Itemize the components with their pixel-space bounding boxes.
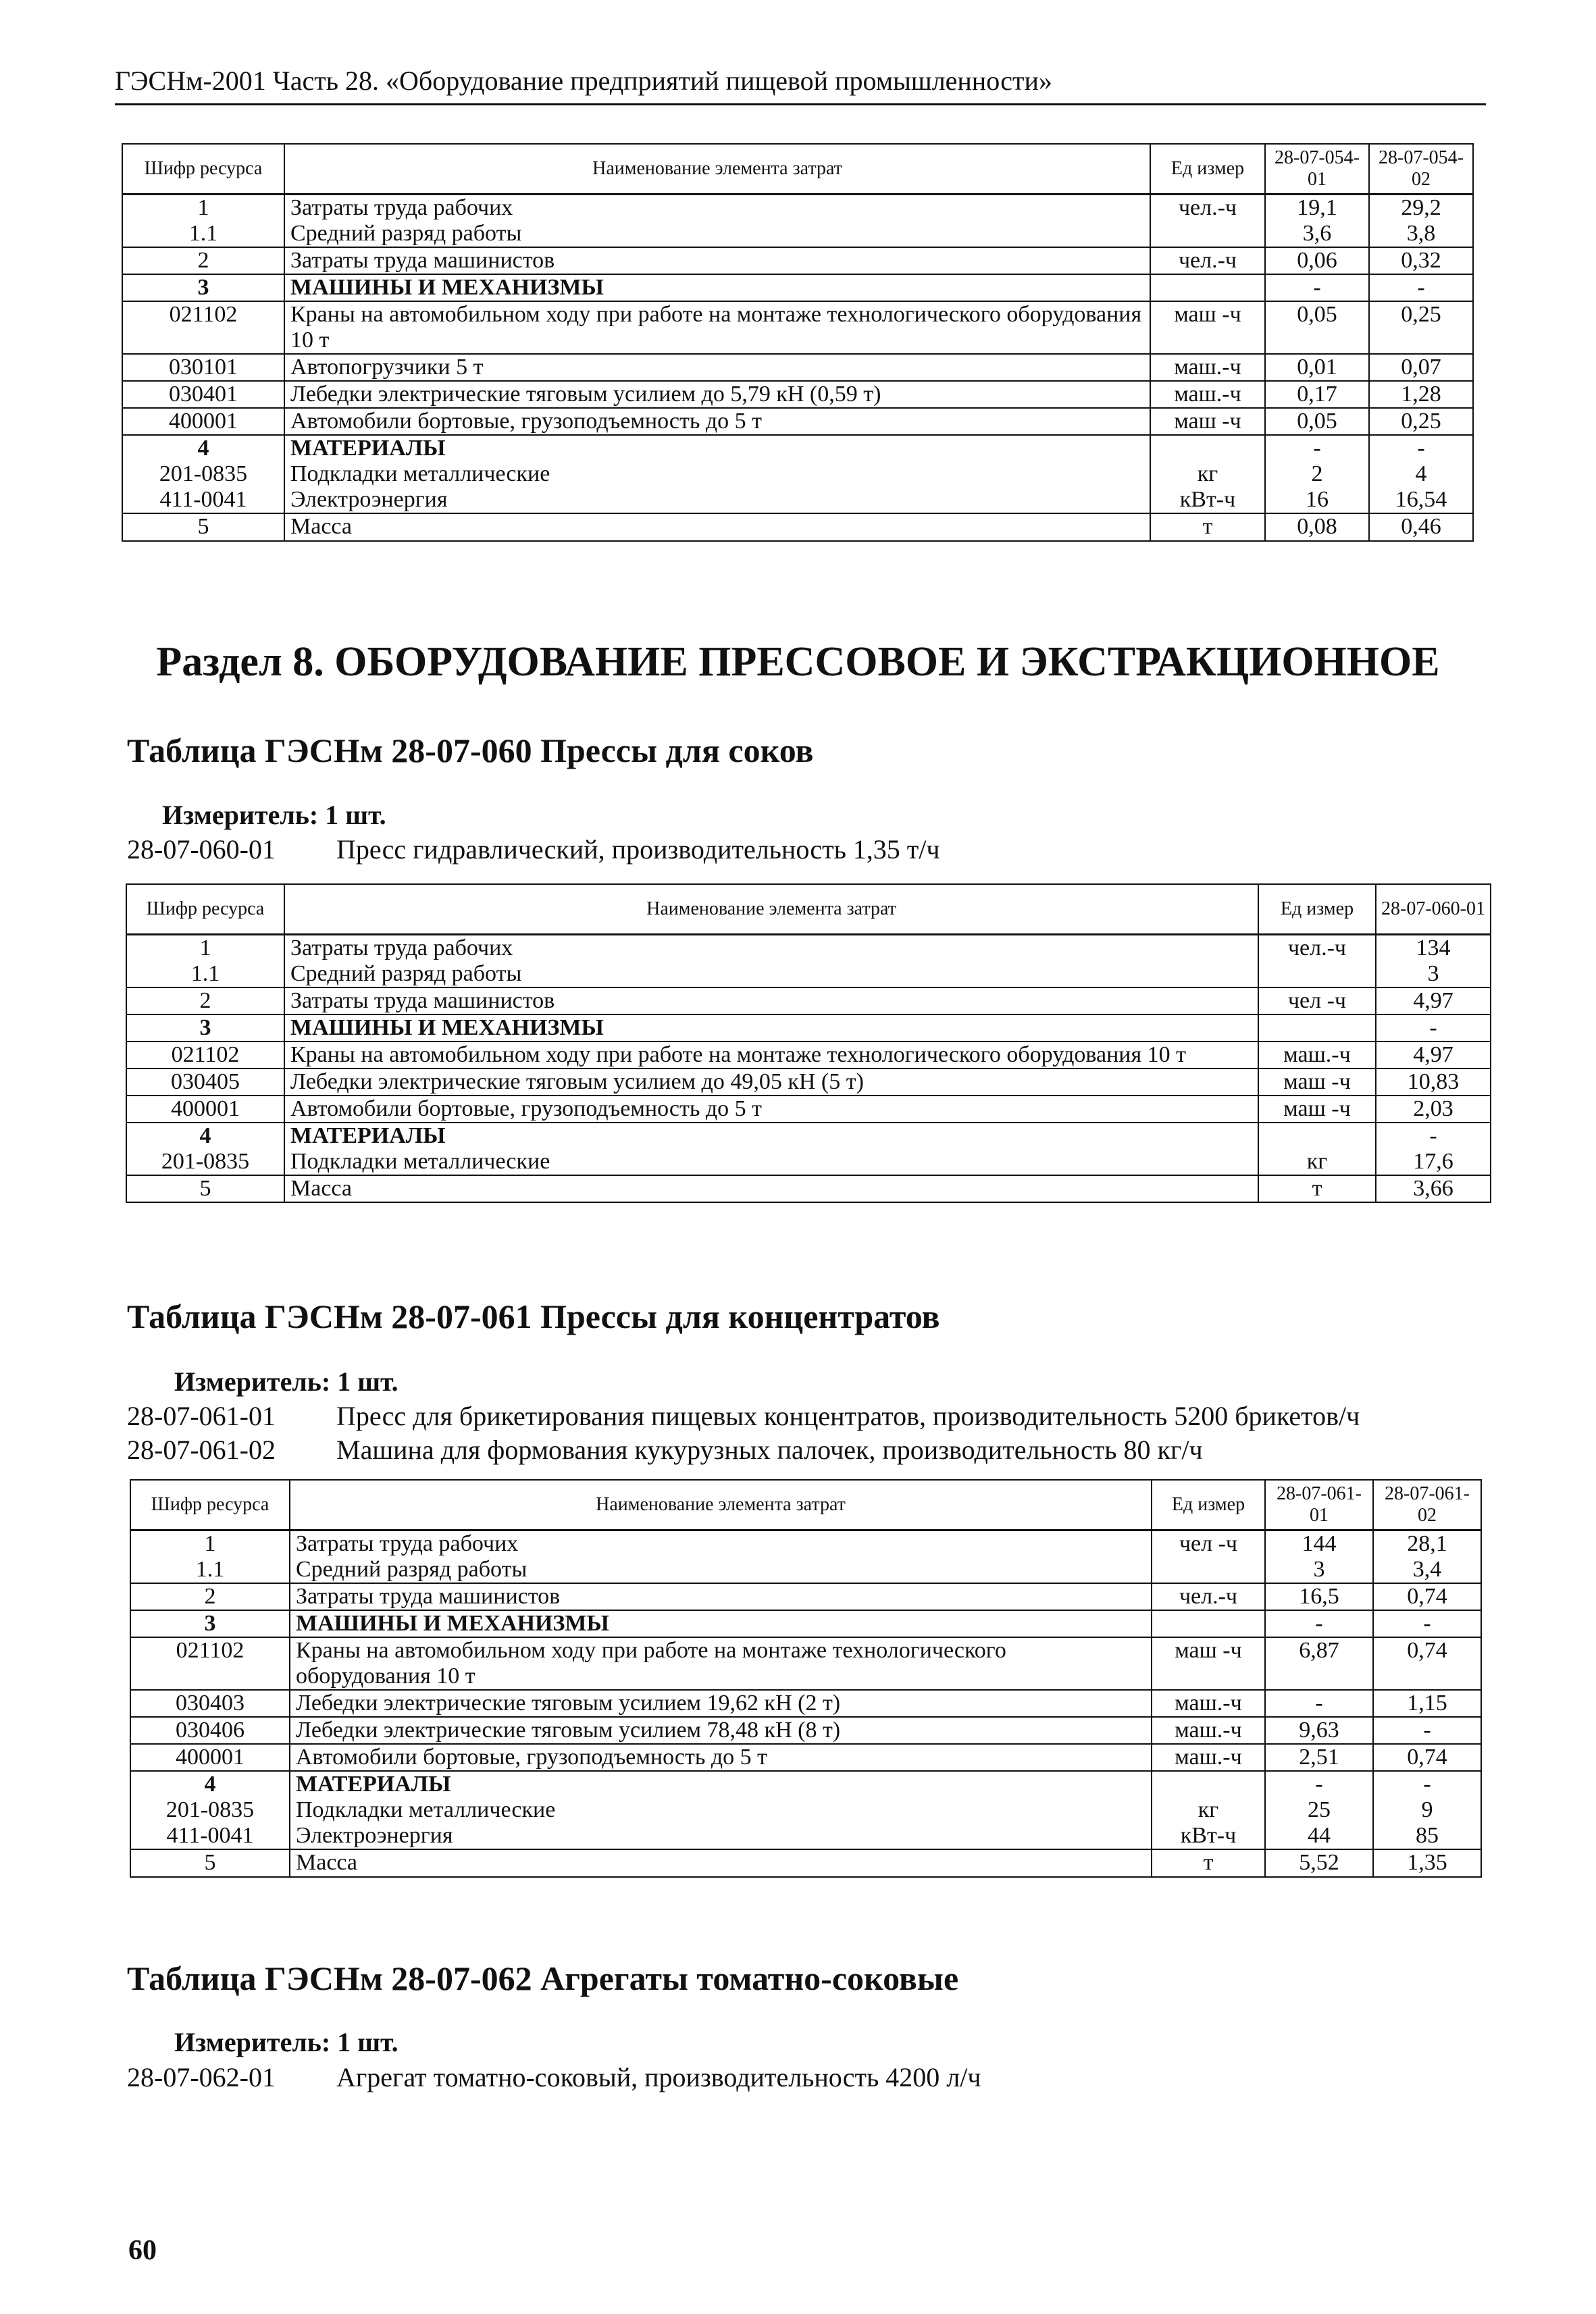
cost-element-cell: Затраты труда машинистов (290, 1583, 1152, 1610)
value-cell: 17,6 (1376, 1149, 1491, 1175)
value-cell: - (1265, 1690, 1373, 1717)
resource-code-cell: 5 (126, 1175, 284, 1202)
cost-element-cell: Краны на автомобильном ходу при работе на монтаже технологического оборудования 10 т (290, 1637, 1152, 1690)
header-position-061-02: 28-07-061-02 (1373, 1480, 1481, 1530)
resource-code-cell: 030101 (122, 354, 284, 381)
table-header-row (122, 144, 1473, 194)
header-unit: Ед измер (1258, 884, 1376, 934)
meter-value: 1 шт. (337, 1366, 398, 1397)
resource-code-cell: 201-0835 (126, 1149, 284, 1175)
resource-code-cell: 400001 (126, 1096, 284, 1123)
value-cell: - (1376, 1123, 1491, 1149)
unit-cell (1258, 1123, 1376, 1149)
cost-element-cell: МАШИНЫ И МЕХАНИЗМЫ (290, 1610, 1152, 1637)
unit-cell: маш.-ч (1152, 1690, 1265, 1717)
value-cell: - (1376, 1014, 1491, 1042)
position-text: Пресс гидравлический, производительность 1,35 т/ч (336, 834, 940, 865)
position-line (127, 1434, 1203, 1466)
header-resource-code: Шифр ресурса (130, 1480, 290, 1530)
resource-code-cell: 2 (130, 1583, 290, 1610)
unit-cell: маш -ч (1150, 408, 1265, 435)
value-cell: 1,15 (1373, 1690, 1481, 1717)
table-row (130, 1744, 1481, 1771)
table-row (130, 1610, 1481, 1637)
resource-code-cell: 1 (126, 934, 284, 961)
table-row (122, 408, 1473, 435)
section-title: Раздел 8. ОБОРУДОВАНИЕ ПРЕССОВОЕ И ЭКСТРАКЦИОННОЕ (156, 639, 1440, 685)
header-cost-element: Наименование элемента затрат (284, 884, 1258, 934)
unit-cell: чел -ч (1258, 987, 1376, 1014)
resource-code-cell: 5 (130, 1849, 290, 1876)
table-row (130, 1637, 1481, 1690)
table-row (130, 1823, 1481, 1849)
unit-cell (1258, 1014, 1376, 1042)
resource-code-cell: 201-0835 (122, 461, 284, 487)
unit-cell (1150, 274, 1265, 301)
position-text: Агрегат томатно-соковый, производительность 4200 л/ч (336, 2062, 981, 2092)
value-cell: 3,6 (1265, 221, 1369, 247)
value-cell: 2 (1265, 461, 1369, 487)
table-row (130, 1583, 1481, 1610)
value-cell: 0,01 (1265, 354, 1369, 381)
value-cell: 144 (1265, 1530, 1373, 1557)
value-cell: 0,74 (1373, 1637, 1481, 1690)
unit-cell: маш -ч (1150, 301, 1265, 354)
value-cell: - (1265, 1610, 1373, 1637)
cost-element-cell: Электроэнергия (284, 487, 1150, 513)
value-cell: - (1373, 1717, 1481, 1744)
value-cell: - (1373, 1771, 1481, 1797)
table-row (122, 461, 1473, 487)
resource-code-cell: 400001 (122, 408, 284, 435)
resource-code-cell: 411-0041 (130, 1823, 290, 1849)
cost-element-cell: Электроэнергия (290, 1823, 1152, 1849)
position-code: 28-07-061-02 (127, 1435, 276, 1465)
table-row (126, 987, 1491, 1014)
meter-value: 1 шт. (325, 800, 386, 830)
resource-code-cell: 2 (122, 247, 284, 274)
unit-cell: чел.-ч (1152, 1583, 1265, 1610)
value-cell: 19,1 (1265, 194, 1369, 221)
header-cost-element: Наименование элемента затрат (284, 144, 1150, 194)
value-cell: 3 (1376, 961, 1491, 987)
unit-cell (1152, 1771, 1265, 1797)
position-code: 28-07-061-01 (127, 1401, 276, 1431)
value-cell: - (1373, 1610, 1481, 1637)
header-resource-code: Шифр ресурса (126, 884, 284, 934)
value-cell: 1,28 (1369, 381, 1473, 408)
value-cell: - (1369, 435, 1473, 461)
unit-cell (1258, 961, 1376, 987)
unit-cell: маш.-ч (1258, 1042, 1376, 1069)
position-line (127, 1400, 1360, 1432)
header-position-060-01: 28-07-060-01 (1376, 884, 1491, 934)
table-row (122, 194, 1473, 221)
value-cell: 2,51 (1265, 1744, 1373, 1771)
meter-060 (162, 799, 386, 831)
resource-code-cell: 2 (126, 987, 284, 1014)
unit-cell: чел.-ч (1150, 247, 1265, 274)
meter-062 (174, 2026, 398, 2058)
value-cell: 9,63 (1265, 1717, 1373, 1744)
resource-code-cell: 201-0835 (130, 1797, 290, 1823)
unit-cell: чел.-ч (1258, 934, 1376, 961)
resource-code-cell: 1.1 (130, 1557, 290, 1583)
unit-cell: кВт-ч (1152, 1823, 1265, 1849)
cost-element-cell: Затраты труда рабочих (290, 1530, 1152, 1557)
table-row (122, 274, 1473, 301)
value-cell: 16,5 (1265, 1583, 1373, 1610)
unit-cell: т (1150, 513, 1265, 540)
unit-cell: маш -ч (1258, 1096, 1376, 1123)
resource-code-cell: 400001 (130, 1744, 290, 1771)
meter-label: Измеритель: (162, 800, 319, 830)
value-cell: 29,2 (1369, 194, 1473, 221)
value-cell: 5,52 (1265, 1849, 1373, 1876)
cost-element-cell: Затраты труда машинистов (284, 247, 1150, 274)
table-row (126, 1069, 1491, 1096)
resource-code-cell: 021102 (126, 1042, 284, 1069)
cost-element-cell: Автомобили бортовые, грузоподъемность до 5 т (284, 408, 1150, 435)
running-header: ГЭСНм-2001 Часть 28. «Оборудование предприятий пищевой промышленности» (115, 65, 1486, 105)
value-cell: - (1369, 274, 1473, 301)
resource-code-cell: 021102 (122, 301, 284, 354)
table-header-row (130, 1480, 1481, 1530)
unit-cell (1150, 435, 1265, 461)
resource-code-cell: 1 (130, 1530, 290, 1557)
resource-code-cell: 1.1 (122, 221, 284, 247)
table-title-062: Таблица ГЭСНм 28-07-062 Агрегаты томатно-соковые (127, 1959, 959, 1997)
value-cell: 3,8 (1369, 221, 1473, 247)
header-unit: Ед измер (1152, 1480, 1265, 1530)
cost-element-cell: МАШИНЫ И МЕХАНИЗМЫ (284, 1014, 1258, 1042)
unit-cell: кВт-ч (1150, 487, 1265, 513)
table-header-row (126, 884, 1491, 934)
table-row (130, 1771, 1481, 1797)
cost-element-cell: МАТЕРИАЛЫ (290, 1771, 1152, 1797)
value-cell: 0,25 (1369, 408, 1473, 435)
table-row (130, 1717, 1481, 1744)
table-row (122, 513, 1473, 540)
cost-element-cell: Масса (284, 513, 1150, 540)
resource-code-cell: 030406 (130, 1717, 290, 1744)
cost-element-cell: Затраты труда рабочих (284, 934, 1258, 961)
header-cost-element: Наименование элемента затрат (290, 1480, 1152, 1530)
cost-element-cell: МАШИНЫ И МЕХАНИЗМЫ (284, 274, 1150, 301)
unit-cell: маш.-ч (1150, 381, 1265, 408)
cost-element-cell: Автомобили бортовые, грузоподъемность до 5 т (290, 1744, 1152, 1771)
value-cell: 4,97 (1376, 987, 1491, 1014)
value-cell: 0,74 (1373, 1744, 1481, 1771)
value-cell: 16,54 (1369, 487, 1473, 513)
resource-code-cell: 030401 (122, 381, 284, 408)
value-cell: 10,83 (1376, 1069, 1491, 1096)
value-cell: 25 (1265, 1797, 1373, 1823)
cost-element-cell: Автопогрузчики 5 т (284, 354, 1150, 381)
header-resource-code: Шифр ресурса (122, 144, 284, 194)
unit-cell: маш -ч (1258, 1069, 1376, 1096)
cost-element-cell: Средний разряд работы (284, 961, 1258, 987)
position-line (127, 2061, 981, 2093)
meter-value: 1 шт. (337, 2027, 398, 2057)
unit-cell: маш.-ч (1152, 1744, 1265, 1771)
resource-code-cell: 030405 (126, 1069, 284, 1096)
cost-element-cell: Подкладки металлические (290, 1797, 1152, 1823)
unit-cell: кг (1152, 1797, 1265, 1823)
resource-code-cell: 411-0041 (122, 487, 284, 513)
cost-element-cell: Лебедки электрические тяговым усилием до 5,79 кН (0,59 т) (284, 381, 1150, 408)
meter-label: Измеритель: (174, 2027, 331, 2057)
cost-element-cell: Лебедки электрические тяговым усилием до 49,05 кН (5 т) (284, 1069, 1258, 1096)
value-cell: - (1265, 274, 1369, 301)
header-unit: Ед измер (1150, 144, 1265, 194)
table-row (122, 354, 1473, 381)
cost-element-cell: Лебедки электрические тяговым усилием 19,62 кН (2 т) (290, 1690, 1152, 1717)
cost-element-cell: Лебедки электрические тяговым усилием 78,48 кН (8 т) (290, 1717, 1152, 1744)
norm-table-060 (126, 883, 1491, 1203)
value-cell: 4,97 (1376, 1042, 1491, 1069)
table-row (122, 247, 1473, 274)
cost-element-cell: Средний разряд работы (290, 1557, 1152, 1583)
value-cell: 0,74 (1373, 1583, 1481, 1610)
value-cell: 0,05 (1265, 408, 1369, 435)
resource-code-cell: 1.1 (126, 961, 284, 987)
norm-table-054 (122, 143, 1474, 542)
value-cell: - (1265, 1771, 1373, 1797)
value-cell: 9 (1373, 1797, 1481, 1823)
table-row (126, 1096, 1491, 1123)
cost-element-cell: Подкладки металлические (284, 461, 1150, 487)
resource-code-cell: 1 (122, 194, 284, 221)
unit-cell: маш.-ч (1152, 1717, 1265, 1744)
table-row (122, 381, 1473, 408)
value-cell: 16 (1265, 487, 1369, 513)
value-cell: - (1265, 435, 1369, 461)
position-text: Пресс для брикетирования пищевых концентратов, производительность 5200 брикетов/ч (336, 1401, 1360, 1431)
unit-cell: маш.-ч (1150, 354, 1265, 381)
cost-element-cell: Масса (290, 1849, 1152, 1876)
table-row (122, 435, 1473, 461)
resource-code-cell: 3 (130, 1610, 290, 1637)
resource-code-cell: 3 (122, 274, 284, 301)
unit-cell: кг (1258, 1149, 1376, 1175)
value-cell: 0,17 (1265, 381, 1369, 408)
table-row (126, 1014, 1491, 1042)
unit-cell (1152, 1610, 1265, 1637)
value-cell: 3,66 (1376, 1175, 1491, 1202)
table-title-061: Таблица ГЭСНм 28-07-061 Прессы для концентратов (127, 1297, 940, 1335)
header-position-054-01: 28-07-054-01 (1265, 144, 1369, 194)
value-cell: 0,08 (1265, 513, 1369, 540)
value-cell: 1,35 (1373, 1849, 1481, 1876)
value-cell: 44 (1265, 1823, 1373, 1849)
table-row (126, 1123, 1491, 1149)
page-number: 60 (128, 2235, 157, 2266)
unit-cell (1150, 221, 1265, 247)
value-cell: 2,03 (1376, 1096, 1491, 1123)
unit-cell: кг (1150, 461, 1265, 487)
table-row (130, 1797, 1481, 1823)
norm-table-061 (130, 1479, 1482, 1878)
resource-code-cell: 030403 (130, 1690, 290, 1717)
value-cell: 0,05 (1265, 301, 1369, 354)
unit-cell: маш -ч (1152, 1637, 1265, 1690)
value-cell: 6,87 (1265, 1637, 1373, 1690)
position-code: 28-07-060-01 (127, 834, 276, 865)
table-row (126, 934, 1491, 961)
unit-cell: чел.-ч (1150, 194, 1265, 221)
cost-element-cell: Затраты труда рабочих (284, 194, 1150, 221)
cost-element-cell: Затраты труда машинистов (284, 987, 1258, 1014)
resource-code-cell: 3 (126, 1014, 284, 1042)
cost-element-cell: Краны на автомобильном ходу при работе на монтаже технологического оборудования 10 т (284, 1042, 1258, 1069)
table-row (126, 1149, 1491, 1175)
value-cell: 0,25 (1369, 301, 1473, 354)
value-cell: 4 (1369, 461, 1473, 487)
value-cell: 0,06 (1265, 247, 1369, 274)
resource-code-cell: 5 (122, 513, 284, 540)
table-row (126, 1175, 1491, 1202)
cost-element-cell: Средний разряд работы (284, 221, 1150, 247)
value-cell: 85 (1373, 1823, 1481, 1849)
resource-code-cell: 4 (122, 435, 284, 461)
value-cell: 28,1 (1373, 1530, 1481, 1557)
table-row (130, 1849, 1481, 1876)
value-cell: 3,4 (1373, 1557, 1481, 1583)
position-line (127, 833, 940, 865)
table-row (130, 1530, 1481, 1557)
unit-cell: чел -ч (1152, 1530, 1265, 1557)
resource-code-cell: 4 (126, 1123, 284, 1149)
cost-element-cell: Краны на автомобильном ходу при работе на монтаже технологического оборудования 10 т (284, 301, 1150, 354)
resource-code-cell: 021102 (130, 1637, 290, 1690)
meter-label: Измеритель: (174, 1366, 331, 1397)
table-row (130, 1557, 1481, 1583)
table-row (122, 221, 1473, 247)
cost-element-cell: Подкладки металлические (284, 1149, 1258, 1175)
resource-code-cell: 4 (130, 1771, 290, 1797)
table-row (126, 1042, 1491, 1069)
position-code: 28-07-062-01 (127, 2062, 276, 2092)
value-cell: 0,32 (1369, 247, 1473, 274)
unit-cell: т (1258, 1175, 1376, 1202)
meter-061 (174, 1366, 398, 1397)
value-cell: 134 (1376, 934, 1491, 961)
table-row (130, 1690, 1481, 1717)
header-position-054-02: 28-07-054-02 (1369, 144, 1473, 194)
table-title-060: Таблица ГЭСНм 28-07-060 Прессы для соков (127, 731, 814, 769)
table-row (122, 301, 1473, 354)
header-position-061-01: 28-07-061-01 (1265, 1480, 1373, 1530)
cost-element-cell: МАТЕРИАЛЫ (284, 435, 1150, 461)
value-cell: 0,46 (1369, 513, 1473, 540)
cost-element-cell: МАТЕРИАЛЫ (284, 1123, 1258, 1149)
value-cell: 3 (1265, 1557, 1373, 1583)
unit-cell: т (1152, 1849, 1265, 1876)
cost-element-cell: Автомобили бортовые, грузоподъемность до 5 т (284, 1096, 1258, 1123)
position-text: Машина для формования кукурузных палочек, производительность 80 кг/ч (336, 1435, 1203, 1465)
table-row (122, 487, 1473, 513)
value-cell: 0,07 (1369, 354, 1473, 381)
cost-element-cell: Масса (284, 1175, 1258, 1202)
table-row (126, 961, 1491, 987)
unit-cell (1152, 1557, 1265, 1583)
